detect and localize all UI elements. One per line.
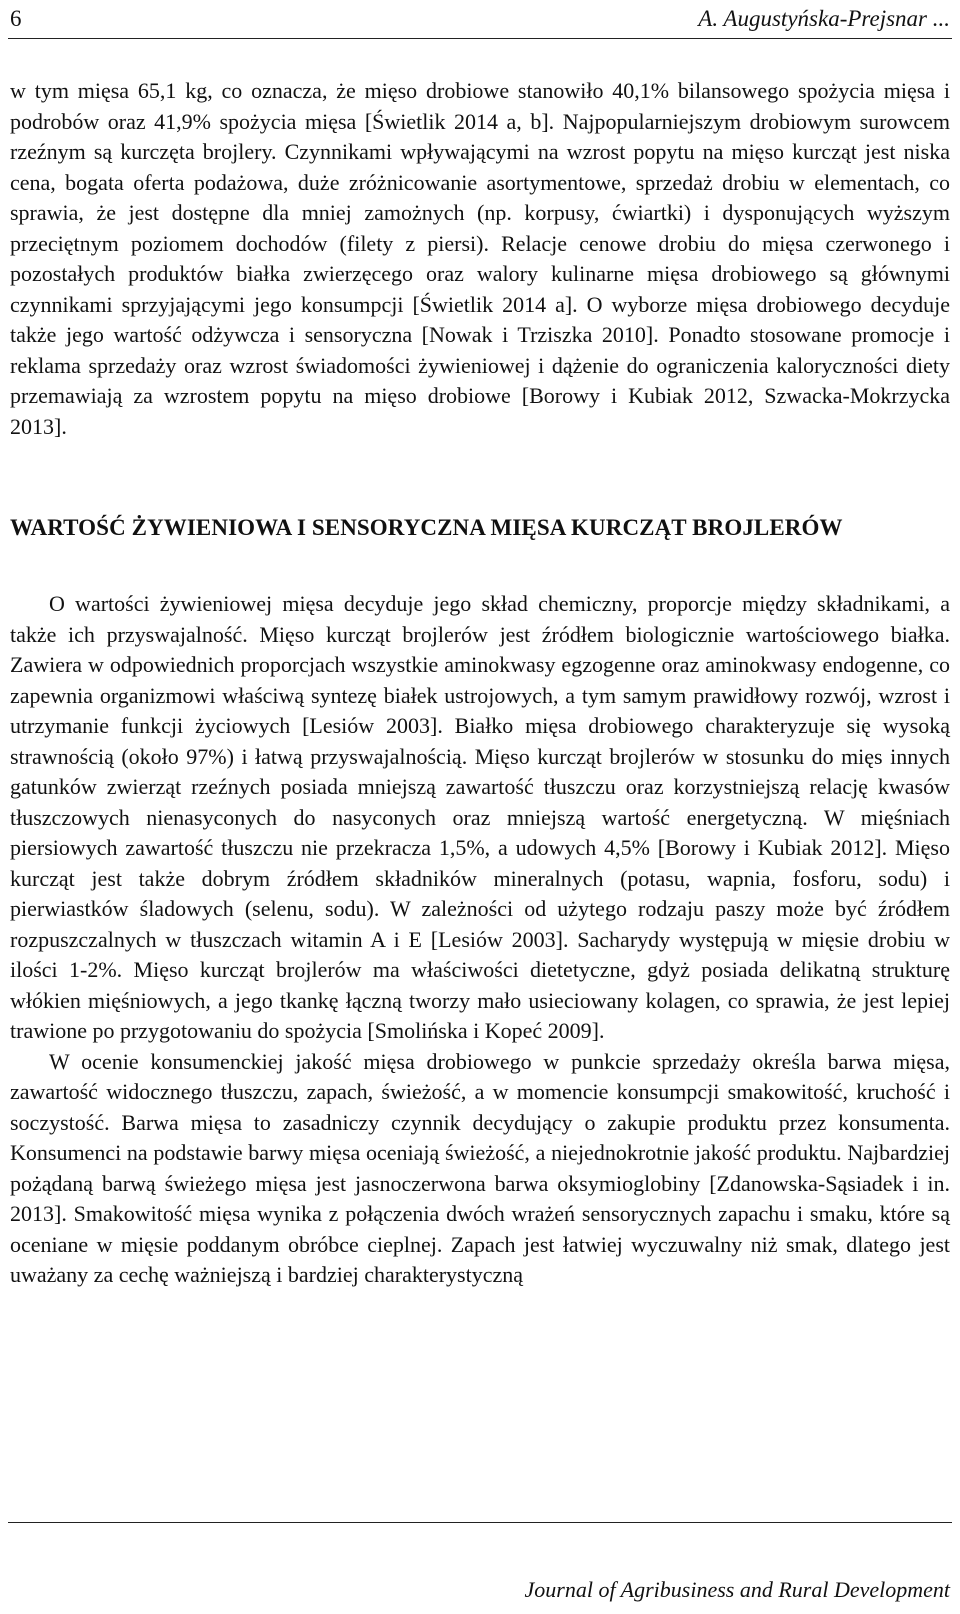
paragraph: W ocenie konsumenckiej jakość mięsa drobiowego w punkcie sprzedaży określa barwa mięsa, zawartość widocznego tłuszczu, zapach, świeżość, a w momencie konsumpcji smakowitość, kruchość i soczystość. Barwa mięsa to zasadniczy czynnik decydujący o zakupie produktu przez konsumenta. Konsumenci na podstawie barwy mięsa oceniają świeżość, a niejednokrotnie jakość produktu. Najbardziej pożądaną barwą świeżego mięsa jest jasnoczerwona barwa oksymioglobiny [Zdanowska-Sąsiadek i in. 2013]. Smakowitość mięsa wynika z połączenia dwóch wrażeń sensorycznych zapachu i smaku, które są oceniane w mięsie poddanym obróbce cieplnej. Zapach jest łatwiej wyczuwalny niż smak, dlatego jest uważany za cechę ważniejszą i bardziej charakterystyczną <box>10 1048 950 1287</box>
journal-name: Journal of Agribusiness and Rural Development <box>524 1577 950 1602</box>
body-text <box>10 76 950 1291</box>
running-head: A. Augustyńska-Prejsnar ... <box>698 6 950 31</box>
page-footer <box>8 1522 952 1602</box>
page-header <box>8 4 952 39</box>
page-number: 6 <box>10 6 22 31</box>
paragraph: O wartości żywieniowej mięsa decyduje jego skład chemiczny, proporcje między składnikami, a także ich przyswajalność. Mięso kurcząt brojlerów jest źródłem biologicznie wartościowego białka. Zawiera w odpowiednich proporcjach wszystkie aminokwasy egzogenne oraz aminokwasy endogenne, co zapewnia organizmowi właściwą syntezę białek ustrojowych, a tym samym prawidłowy rozwój, wzrost i utrzymanie funkcji życiowych [Lesiów 2003]. Białko mięsa drobiowego charakteryzuje się wysoką strawnością (około 97%) i łatwą przyswajalnością. Mięso kurcząt brojlerów w stosunku do mięs innych gatunków zwierząt rzeźnych posiada mniejszą zawartość tłuszczu oraz korzystniejszą relację kwasów tłuszczowych nienasyconych do nasyconych oraz mniejszą wartość energetyczną. W mięśniach piersiowych zawartość tłuszczu nie przekracza 1,5%, a udowych 4,5% [Borowy i Kubiak 2012]. Mięso kurcząt jest także dobrym źródłem składników mineralnych (potasu, wapnia, fosforu, sodu) i pierwiastków śladowych (selenu, sodu). W zależności od użytego rodzaju paszy może być źródłem rozpuszczalnych w tłuszczach witamin A i E [Lesiów 2003]. Sacharydy występują w mięsie drobiu w ilości 1-2%. Mięso kurcząt brojlerów ma właściwości dietetyczne, gdyż posiada delikatną strukturę włókien mięśniowych, a jego tkankę łączną tworzy mało usieciowany kolagen, co sprawia, że jest lepiej trawione po przygotowaniu do spożycia [Smolińska i Kopeć 2009]. <box>10 591 950 1043</box>
section-heading: WARTOŚĆ ŻYWIENIOWA I SENSORYCZNA MIĘSA KURCZĄT BROJLERÓW <box>10 515 843 540</box>
paragraph-continued: w tym mięsa 65,1 kg, co oznacza, że mięso drobiowe stanowiło 40,1% bilansowego spożycia mięsa i podrobów oraz 41,9% spożycia mięsa [Świetlik 2014 a, b]. Najpopularniejszym drobiowym surowcem rzeźnym są kurczęta brojlery. Czynnikami wpływającymi na wzrost popytu na mięso kurcząt jest niska cena, bogata oferta podażowa, duże zróżnicowanie asortymentowe, sprzedaż drobiu w elementach, co sprawia, że jest dostępne dla mniej zamożnych (np. korpusy, ćwiartki) i dysponujących wyższym przeciętnym poziomem dochodów (filety z piersi). Relacje cenowe drobiu do mięsa czerwonego i pozostałych produktów białka zwierzęcego oraz walory kulinarne mięsa drobiowego są głównymi czynnikami sprzyjającymi jego konsumpcji [Świetlik 2014 a]. O wyborze mięsa drobiowego decyduje także jego wartość odżywcza i sensoryczna [Nowak i Trziszka 2010]. Ponadto stosowane promocje i reklama sprzedaży oraz wzrost świadomości żywieniowej i dążenie do ograniczenia kaloryczności diety przemawiają za wzrostem popytu na mięso drobiowe [Borowy i Kubiak 2012, Szwacka-Mokrzycka 2013]. <box>10 78 950 439</box>
